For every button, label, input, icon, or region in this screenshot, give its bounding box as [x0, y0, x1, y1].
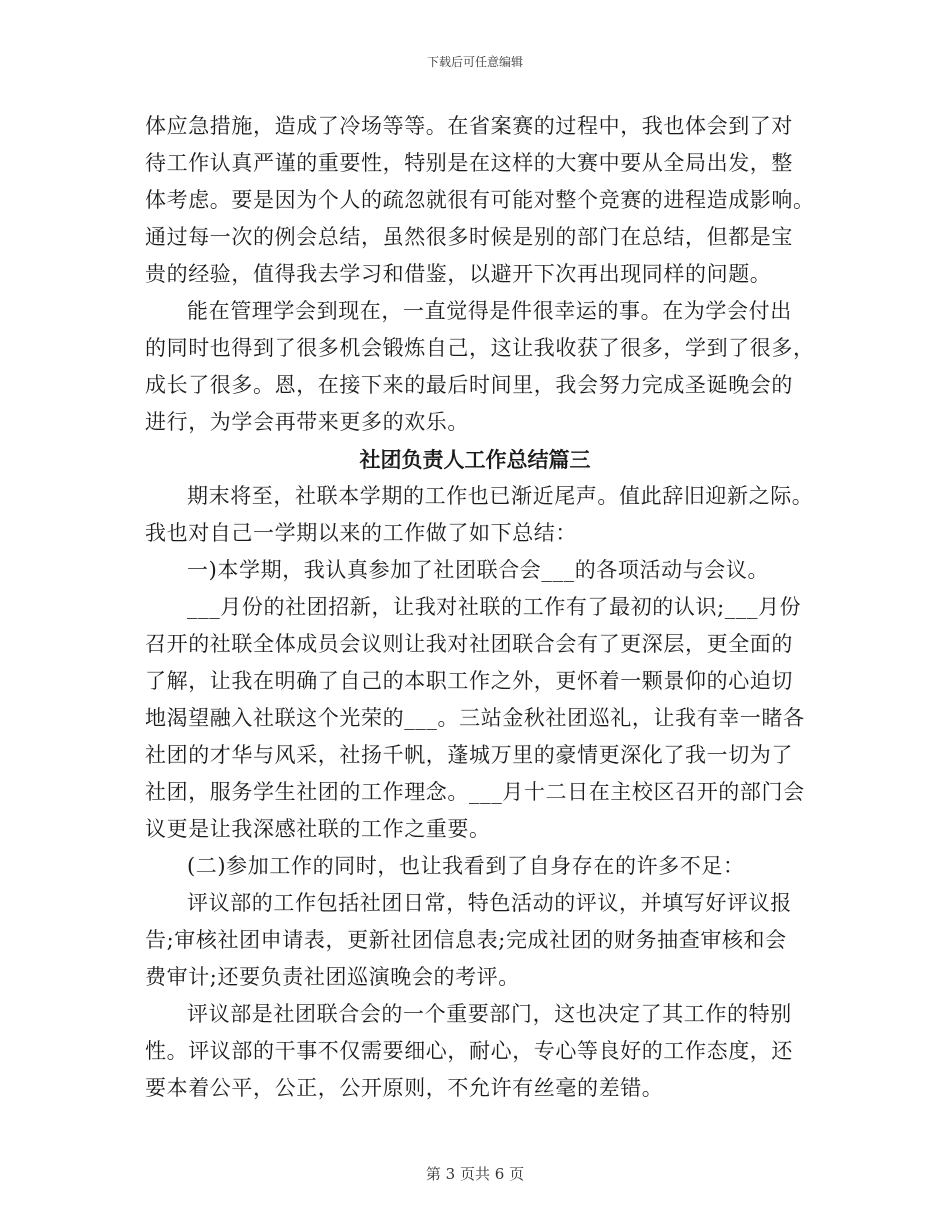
text-line: 要本着公平，公正，公开原则，不允许有丝毫的差错。: [145, 1076, 664, 1100]
text-line: 成长了很多。恩，在接下来的最后时间里，我会努力完成圣诞晚会的: [145, 373, 793, 397]
paragraph: [145, 478, 814, 552]
text-line: 评议部是社团联合会的一个重要部门，这也决定了其工作的特别: [187, 1002, 792, 1026]
text-line: 社团，服务学生社团的工作理念。___月十二日在主校区召开的部门会: [145, 780, 805, 804]
page-header: 下载后可任意编辑: [426, 55, 523, 69]
document-body: [145, 108, 815, 1107]
paragraph: [145, 108, 815, 293]
text-line: 贵的经验，值得我去学习和借鉴，以避开下次再出现同样的问题。: [145, 262, 772, 286]
section-title: 社团负责人工作总结篇三: [359, 447, 591, 472]
paragraph: [145, 589, 805, 848]
text-line: 通过每一次的例会总结，虽然很多时候是别的部门在总结，但都是宝: [145, 225, 793, 249]
text-line: 能在管理学会到现在，一直觉得是件很幸运的事。在为学会付出: [187, 299, 792, 323]
page-footer: 第 3 页共 6 页: [425, 1165, 525, 1183]
text-line: (二)参加工作的同时，也让我看到了自身存在的许多不足：: [187, 854, 745, 878]
paragraph: [145, 848, 805, 885]
text-line: 体应急措施，造成了冷场等等。在省案赛的过程中，我也体会到了对: [145, 114, 793, 138]
text-line: 议更是让我深感社联的工作之重要。: [145, 817, 491, 841]
text-line: 我也对自己一学期以来的工作做了如下总结：: [145, 521, 577, 545]
paragraph: [145, 552, 805, 589]
text-line: 期末将至，社联本学期的工作也已渐近尾声。值此辞旧迎新之际。: [187, 484, 814, 508]
paragraph: [145, 885, 805, 996]
text-line: 待工作认真严谨的重要性，特别是在这样的大赛中要从全局出发，整: [145, 151, 793, 175]
text-line: 告;审核社团申请表，更新社团信息表;完成社团的财务抽查审核和会: [145, 928, 787, 952]
text-line: 了解，让我在明确了自己的本职工作之外，更怀着一颗景仰的心迫切: [145, 669, 793, 693]
text-line: ___月份的社团招新，让我对社联的工作有了最初的认识;___月份: [187, 595, 802, 619]
paragraph: [145, 996, 805, 1107]
text-line: 召开的社联全体成员会议则让我对社团联合会有了更深层，更全面的: [145, 632, 793, 656]
text-line: 一)本学期，我认真参加了社团联合会___的各项活动与会议。: [187, 558, 770, 582]
text-line: 费审计;还要负责社团巡演晚会的考评。: [145, 965, 520, 989]
text-line: 评议部的工作包括社团日常，特色活动的评议，并填写好评议报: [187, 891, 792, 915]
paragraph: [145, 293, 815, 441]
text-line: 的同时也得到了很多机会锻炼自己，这让我收获了很多，学到了很多，: [145, 336, 815, 360]
text-line: 进行，为学会再带来更多的欢乐。: [145, 410, 469, 434]
text-line: 体考虑。要是因为个人的疏忽就很有可能对整个竞赛的进程造成影响。: [145, 188, 815, 212]
text-line: 社团的才华与风采，社扬千帆，蓬城万里的豪情更深化了我一切为了: [145, 743, 793, 767]
text-line: 地渴望融入社联这个光荣的___。三站金秋社团巡礼，让我有幸一睹各: [145, 706, 805, 730]
text-line: 性。评议部的干事不仅需要细心，耐心，专心等良好的工作态度，还: [145, 1039, 793, 1063]
